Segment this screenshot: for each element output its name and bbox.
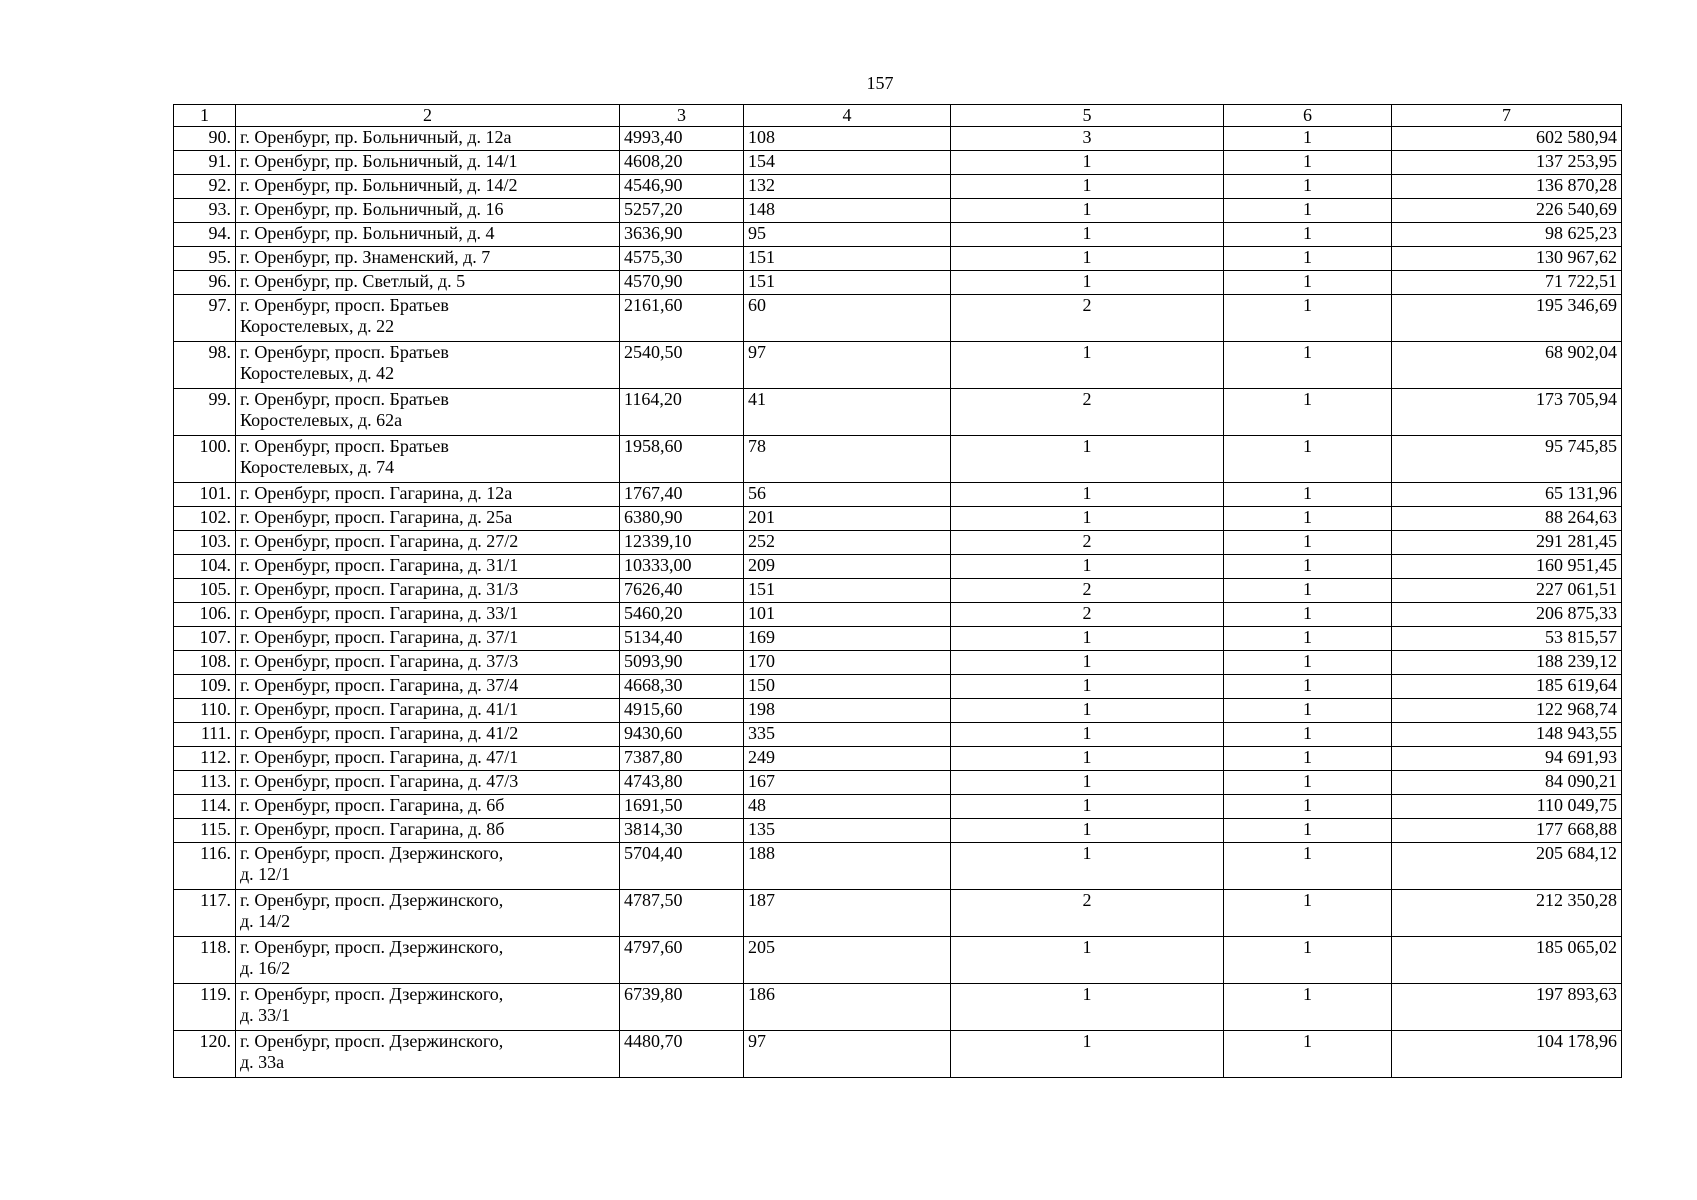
- address-line: Коростелевых, д. 62а: [240, 410, 403, 430]
- count-cell: 48: [744, 795, 951, 819]
- column5-cell: 1: [951, 342, 1224, 389]
- row-number: 120.: [174, 1031, 236, 1078]
- column5-cell: 2: [951, 890, 1224, 937]
- column5-cell: 1: [951, 555, 1224, 579]
- table-row: [174, 199, 1622, 223]
- column5-cell: 1: [951, 771, 1224, 795]
- table-row: [174, 795, 1622, 819]
- row-number: 94.: [174, 223, 236, 247]
- row-number: 106.: [174, 603, 236, 627]
- table-row: [174, 127, 1622, 151]
- area-cell: 1691,50: [620, 795, 744, 819]
- address-line: г. Оренбург, пр. Светлый, д. 5: [240, 271, 466, 291]
- area-cell: 7387,80: [620, 747, 744, 771]
- column6-cell: 1: [1224, 483, 1392, 507]
- row-number: 108.: [174, 651, 236, 675]
- address-line: г. Оренбург, просп. Братьев: [240, 389, 449, 409]
- row-number: 112.: [174, 747, 236, 771]
- address-cell: [236, 890, 620, 937]
- column6-cell: 1: [1224, 151, 1392, 175]
- address-line: г. Оренбург, просп. Братьев: [240, 436, 449, 456]
- sum-cell: 177 668,88: [1392, 819, 1622, 843]
- column5-cell: 1: [951, 223, 1224, 247]
- table-row: [174, 1031, 1622, 1078]
- address-line: д. 33/1: [240, 1005, 291, 1025]
- address-cell: [236, 747, 620, 771]
- area-cell: 2161,60: [620, 295, 744, 342]
- column5-cell: 1: [951, 723, 1224, 747]
- column6-cell: 1: [1224, 937, 1392, 984]
- area-cell: 4608,20: [620, 151, 744, 175]
- column6-cell: 1: [1224, 747, 1392, 771]
- address-cell: [236, 937, 620, 984]
- area-cell: 4480,70: [620, 1031, 744, 1078]
- column5-cell: 1: [951, 627, 1224, 651]
- count-cell: 97: [744, 342, 951, 389]
- count-cell: 249: [744, 747, 951, 771]
- area-cell: 6739,80: [620, 984, 744, 1031]
- address-cell: [236, 507, 620, 531]
- sum-cell: 226 540,69: [1392, 199, 1622, 223]
- sum-cell: 68 902,04: [1392, 342, 1622, 389]
- row-number: 100.: [174, 436, 236, 483]
- count-cell: 151: [744, 579, 951, 603]
- column6-cell: 1: [1224, 819, 1392, 843]
- count-cell: 209: [744, 555, 951, 579]
- address-line: г. Оренбург, просп. Гагарина, д. 31/1: [240, 555, 519, 575]
- column5-cell: 2: [951, 579, 1224, 603]
- address-cell: [236, 199, 620, 223]
- address-cell: [236, 389, 620, 436]
- column6-cell: 1: [1224, 295, 1392, 342]
- table-row: [174, 627, 1622, 651]
- address-line: г. Оренбург, просп. Гагарина, д. 25а: [240, 507, 513, 527]
- column6-cell: 1: [1224, 223, 1392, 247]
- count-cell: 60: [744, 295, 951, 342]
- count-cell: 187: [744, 890, 951, 937]
- area-cell: 1767,40: [620, 483, 744, 507]
- count-cell: 78: [744, 436, 951, 483]
- column-header: 4: [744, 105, 951, 127]
- area-cell: 10333,00: [620, 555, 744, 579]
- table-row: [174, 603, 1622, 627]
- count-cell: 151: [744, 247, 951, 271]
- address-cell: [236, 483, 620, 507]
- address-cell: [236, 151, 620, 175]
- count-cell: 154: [744, 151, 951, 175]
- column5-cell: 1: [951, 175, 1224, 199]
- address-line: д. 16/2: [240, 958, 291, 978]
- count-cell: 101: [744, 603, 951, 627]
- table-row: [174, 747, 1622, 771]
- row-number: 93.: [174, 199, 236, 223]
- sum-cell: 148 943,55: [1392, 723, 1622, 747]
- count-cell: 132: [744, 175, 951, 199]
- row-number: 101.: [174, 483, 236, 507]
- address-cell: [236, 247, 620, 271]
- column5-cell: 2: [951, 603, 1224, 627]
- column-header: 7: [1392, 105, 1622, 127]
- address-line: г. Оренбург, просп. Дзержинского,: [240, 937, 504, 957]
- address-cell: [236, 175, 620, 199]
- address-line: г. Оренбург, просп. Гагарина, д. 37/1: [240, 627, 519, 647]
- table-row: [174, 555, 1622, 579]
- sum-cell: 94 691,93: [1392, 747, 1622, 771]
- address-line: г. Оренбург, просп. Дзержинского,: [240, 843, 504, 863]
- address-line: Коростелевых, д. 22: [240, 316, 395, 336]
- area-cell: 4743,80: [620, 771, 744, 795]
- address-line: г. Оренбург, пр. Больничный, д. 16: [240, 199, 504, 219]
- address-line: г. Оренбург, просп. Дзержинского,: [240, 1031, 504, 1051]
- area-cell: 4787,50: [620, 890, 744, 937]
- area-cell: 5704,40: [620, 843, 744, 890]
- column6-cell: 1: [1224, 199, 1392, 223]
- area-cell: 5093,90: [620, 651, 744, 675]
- table-row: [174, 507, 1622, 531]
- column6-cell: 1: [1224, 890, 1392, 937]
- sum-cell: 95 745,85: [1392, 436, 1622, 483]
- address-cell: [236, 342, 620, 389]
- column5-cell: 1: [951, 819, 1224, 843]
- address-cell: [236, 555, 620, 579]
- sum-cell: 185 619,64: [1392, 675, 1622, 699]
- column6-cell: 1: [1224, 1031, 1392, 1078]
- column5-cell: 1: [951, 271, 1224, 295]
- column6-cell: 1: [1224, 436, 1392, 483]
- area-cell: 4575,30: [620, 247, 744, 271]
- column5-cell: 1: [951, 699, 1224, 723]
- count-cell: 135: [744, 819, 951, 843]
- sum-cell: 98 625,23: [1392, 223, 1622, 247]
- count-cell: 252: [744, 531, 951, 555]
- address-line: д. 14/2: [240, 911, 291, 931]
- sum-cell: 136 870,28: [1392, 175, 1622, 199]
- column6-cell: 1: [1224, 247, 1392, 271]
- column5-cell: 1: [951, 483, 1224, 507]
- address-line: г. Оренбург, просп. Гагарина, д. 41/1: [240, 699, 519, 719]
- header-row: [174, 105, 1622, 127]
- address-line: г. Оренбург, пр. Больничный, д. 14/1: [240, 151, 518, 171]
- column6-cell: 1: [1224, 579, 1392, 603]
- column5-cell: 2: [951, 531, 1224, 555]
- address-cell: [236, 295, 620, 342]
- address-cell: [236, 223, 620, 247]
- table-row: [174, 247, 1622, 271]
- table-row: [174, 675, 1622, 699]
- table-row: [174, 295, 1622, 342]
- table-row: [174, 342, 1622, 389]
- area-cell: 5257,20: [620, 199, 744, 223]
- address-line: г. Оренбург, пр. Больничный, д. 12а: [240, 127, 512, 147]
- sum-cell: 122 968,74: [1392, 699, 1622, 723]
- row-number: 116.: [174, 843, 236, 890]
- row-number: 95.: [174, 247, 236, 271]
- page-number: 157: [866, 73, 894, 93]
- address-line: Коростелевых, д. 74: [240, 457, 395, 477]
- sum-cell: 195 346,69: [1392, 295, 1622, 342]
- count-cell: 201: [744, 507, 951, 531]
- count-cell: 188: [744, 843, 951, 890]
- column-header: 2: [236, 105, 620, 127]
- area-cell: 1958,60: [620, 436, 744, 483]
- column5-cell: 1: [951, 507, 1224, 531]
- row-number: 107.: [174, 627, 236, 651]
- address-line: г. Оренбург, просп. Гагарина, д. 41/2: [240, 723, 519, 743]
- area-cell: 3814,30: [620, 819, 744, 843]
- row-number: 111.: [174, 723, 236, 747]
- column6-cell: 1: [1224, 771, 1392, 795]
- column6-cell: 1: [1224, 175, 1392, 199]
- column5-cell: 1: [951, 795, 1224, 819]
- address-cell: [236, 627, 620, 651]
- row-number: 119.: [174, 984, 236, 1031]
- address-line: г. Оренбург, просп. Гагарина, д. 12а: [240, 483, 513, 503]
- sum-cell: 130 967,62: [1392, 247, 1622, 271]
- address-line: г. Оренбург, просп. Гагарина, д. 47/3: [240, 771, 519, 791]
- table-row: [174, 771, 1622, 795]
- area-cell: 4993,40: [620, 127, 744, 151]
- row-number: 117.: [174, 890, 236, 937]
- address-line: г. Оренбург, просп. Гагарина, д. 8б: [240, 819, 505, 839]
- row-number: 104.: [174, 555, 236, 579]
- column-header: 1: [174, 105, 236, 127]
- table-row: [174, 389, 1622, 436]
- row-number: 113.: [174, 771, 236, 795]
- address-cell: [236, 771, 620, 795]
- row-number: 97.: [174, 295, 236, 342]
- address-cell: [236, 271, 620, 295]
- address-line: г. Оренбург, просп. Гагарина, д. 37/4: [240, 675, 519, 695]
- address-line: г. Оренбург, просп. Гагарина, д. 6б: [240, 795, 505, 815]
- sum-cell: 212 350,28: [1392, 890, 1622, 937]
- table-row: [174, 890, 1622, 937]
- column5-cell: 2: [951, 295, 1224, 342]
- area-cell: 6380,90: [620, 507, 744, 531]
- count-cell: 198: [744, 699, 951, 723]
- column5-cell: 1: [951, 675, 1224, 699]
- address-cell: [236, 843, 620, 890]
- table-row: [174, 984, 1622, 1031]
- column5-cell: 1: [951, 984, 1224, 1031]
- address-cell: [236, 795, 620, 819]
- sum-cell: 71 722,51: [1392, 271, 1622, 295]
- row-number: 96.: [174, 271, 236, 295]
- sum-cell: 188 239,12: [1392, 651, 1622, 675]
- address-cell: [236, 723, 620, 747]
- row-number: 92.: [174, 175, 236, 199]
- address-cell: [236, 603, 620, 627]
- column6-cell: 1: [1224, 675, 1392, 699]
- area-cell: 7626,40: [620, 579, 744, 603]
- column-header: 5: [951, 105, 1224, 127]
- area-cell: 3636,90: [620, 223, 744, 247]
- address-line: г. Оренбург, просп. Гагарина, д. 37/3: [240, 651, 519, 671]
- address-line: г. Оренбург, просп. Дзержинского,: [240, 984, 504, 1004]
- sum-cell: 197 893,63: [1392, 984, 1622, 1031]
- count-cell: 56: [744, 483, 951, 507]
- address-cell: [236, 699, 620, 723]
- column6-cell: 1: [1224, 723, 1392, 747]
- address-cell: [236, 127, 620, 151]
- column6-cell: 1: [1224, 843, 1392, 890]
- column6-cell: 1: [1224, 507, 1392, 531]
- column-header: 6: [1224, 105, 1392, 127]
- count-cell: 170: [744, 651, 951, 675]
- table-row: [174, 699, 1622, 723]
- address-line: д. 12/1: [240, 864, 291, 884]
- column6-cell: 1: [1224, 531, 1392, 555]
- sum-cell: 602 580,94: [1392, 127, 1622, 151]
- table-row: [174, 223, 1622, 247]
- table-row: [174, 531, 1622, 555]
- row-number: 114.: [174, 795, 236, 819]
- column5-cell: 1: [951, 1031, 1224, 1078]
- row-number: 115.: [174, 819, 236, 843]
- column6-cell: 1: [1224, 271, 1392, 295]
- address-cell: [236, 819, 620, 843]
- column6-cell: 1: [1224, 699, 1392, 723]
- column5-cell: 1: [951, 436, 1224, 483]
- column6-cell: 1: [1224, 603, 1392, 627]
- column6-cell: 1: [1224, 342, 1392, 389]
- address-cell: [236, 1031, 620, 1078]
- column5-cell: 1: [951, 651, 1224, 675]
- address-cell: [236, 436, 620, 483]
- address-line: Коростелевых, д. 42: [240, 363, 395, 383]
- sum-cell: 110 049,75: [1392, 795, 1622, 819]
- table-row: [174, 483, 1622, 507]
- table-row: [174, 651, 1622, 675]
- column5-cell: 2: [951, 389, 1224, 436]
- count-cell: 95: [744, 223, 951, 247]
- register-table: [173, 104, 1622, 1078]
- column5-cell: 1: [951, 247, 1224, 271]
- column5-cell: 1: [951, 937, 1224, 984]
- address-cell: [236, 984, 620, 1031]
- sum-cell: 185 065,02: [1392, 937, 1622, 984]
- count-cell: 205: [744, 937, 951, 984]
- count-cell: 41: [744, 389, 951, 436]
- column6-cell: 1: [1224, 795, 1392, 819]
- sum-cell: 173 705,94: [1392, 389, 1622, 436]
- address-cell: [236, 675, 620, 699]
- sum-cell: 84 090,21: [1392, 771, 1622, 795]
- sum-cell: 137 253,95: [1392, 151, 1622, 175]
- address-line: г. Оренбург, просп. Гагарина, д. 27/2: [240, 531, 519, 551]
- area-cell: 5134,40: [620, 627, 744, 651]
- table-row: [174, 819, 1622, 843]
- sum-cell: 65 131,96: [1392, 483, 1622, 507]
- area-cell: 5460,20: [620, 603, 744, 627]
- count-cell: 151: [744, 271, 951, 295]
- address-line: г. Оренбург, пр. Больничный, д. 14/2: [240, 175, 518, 195]
- table-row: [174, 937, 1622, 984]
- area-cell: 4668,30: [620, 675, 744, 699]
- address-cell: [236, 531, 620, 555]
- row-number: 118.: [174, 937, 236, 984]
- count-cell: 167: [744, 771, 951, 795]
- address-line: г. Оренбург, пр. Больничный, д. 4: [240, 223, 495, 243]
- row-number: 98.: [174, 342, 236, 389]
- column6-cell: 1: [1224, 389, 1392, 436]
- row-number: 109.: [174, 675, 236, 699]
- address-line: г. Оренбург, просп. Гагарина, д. 47/1: [240, 747, 519, 767]
- address-line: г. Оренбург, просп. Братьев: [240, 342, 449, 362]
- column5-cell: 1: [951, 843, 1224, 890]
- table-row: [174, 723, 1622, 747]
- count-cell: 169: [744, 627, 951, 651]
- count-cell: 335: [744, 723, 951, 747]
- address-cell: [236, 651, 620, 675]
- area-cell: 4915,60: [620, 699, 744, 723]
- column5-cell: 3: [951, 127, 1224, 151]
- count-cell: 148: [744, 199, 951, 223]
- row-number: 110.: [174, 699, 236, 723]
- address-line: г. Оренбург, просп. Дзержинского,: [240, 890, 504, 910]
- table-body: [174, 127, 1622, 1078]
- area-cell: 4546,90: [620, 175, 744, 199]
- table-row: [174, 843, 1622, 890]
- address-line: г. Оренбург, пр. Знаменский, д. 7: [240, 247, 491, 267]
- column6-cell: 1: [1224, 127, 1392, 151]
- sum-cell: 205 684,12: [1392, 843, 1622, 890]
- table-row: [174, 579, 1622, 603]
- column6-cell: 1: [1224, 984, 1392, 1031]
- row-number: 90.: [174, 127, 236, 151]
- area-cell: 2540,50: [620, 342, 744, 389]
- row-number: 91.: [174, 151, 236, 175]
- sum-cell: 53 815,57: [1392, 627, 1622, 651]
- column6-cell: 1: [1224, 651, 1392, 675]
- count-cell: 97: [744, 1031, 951, 1078]
- column5-cell: 1: [951, 151, 1224, 175]
- column6-cell: 1: [1224, 555, 1392, 579]
- row-number: 99.: [174, 389, 236, 436]
- column5-cell: 1: [951, 747, 1224, 771]
- table-row: [174, 175, 1622, 199]
- address-line: г. Оренбург, просп. Гагарина, д. 33/1: [240, 603, 519, 623]
- address-line: д. 33а: [240, 1052, 285, 1072]
- sum-cell: 104 178,96: [1392, 1031, 1622, 1078]
- column5-cell: 1: [951, 199, 1224, 223]
- address-line: г. Оренбург, просп. Братьев: [240, 295, 449, 315]
- address-line: г. Оренбург, просп. Гагарина, д. 31/3: [240, 579, 519, 599]
- sum-cell: 227 061,51: [1392, 579, 1622, 603]
- table-row: [174, 151, 1622, 175]
- sum-cell: 206 875,33: [1392, 603, 1622, 627]
- row-number: 105.: [174, 579, 236, 603]
- row-number: 103.: [174, 531, 236, 555]
- sum-cell: 291 281,45: [1392, 531, 1622, 555]
- row-number: 102.: [174, 507, 236, 531]
- column-header: 3: [620, 105, 744, 127]
- area-cell: 4797,60: [620, 937, 744, 984]
- count-cell: 108: [744, 127, 951, 151]
- column6-cell: 1: [1224, 627, 1392, 651]
- area-cell: 4570,90: [620, 271, 744, 295]
- sum-cell: 88 264,63: [1392, 507, 1622, 531]
- area-cell: 12339,10: [620, 531, 744, 555]
- area-cell: 1164,20: [620, 389, 744, 436]
- count-cell: 186: [744, 984, 951, 1031]
- count-cell: 150: [744, 675, 951, 699]
- address-cell: [236, 579, 620, 603]
- table-row: [174, 271, 1622, 295]
- table-row: [174, 436, 1622, 483]
- area-cell: 9430,60: [620, 723, 744, 747]
- sum-cell: 160 951,45: [1392, 555, 1622, 579]
